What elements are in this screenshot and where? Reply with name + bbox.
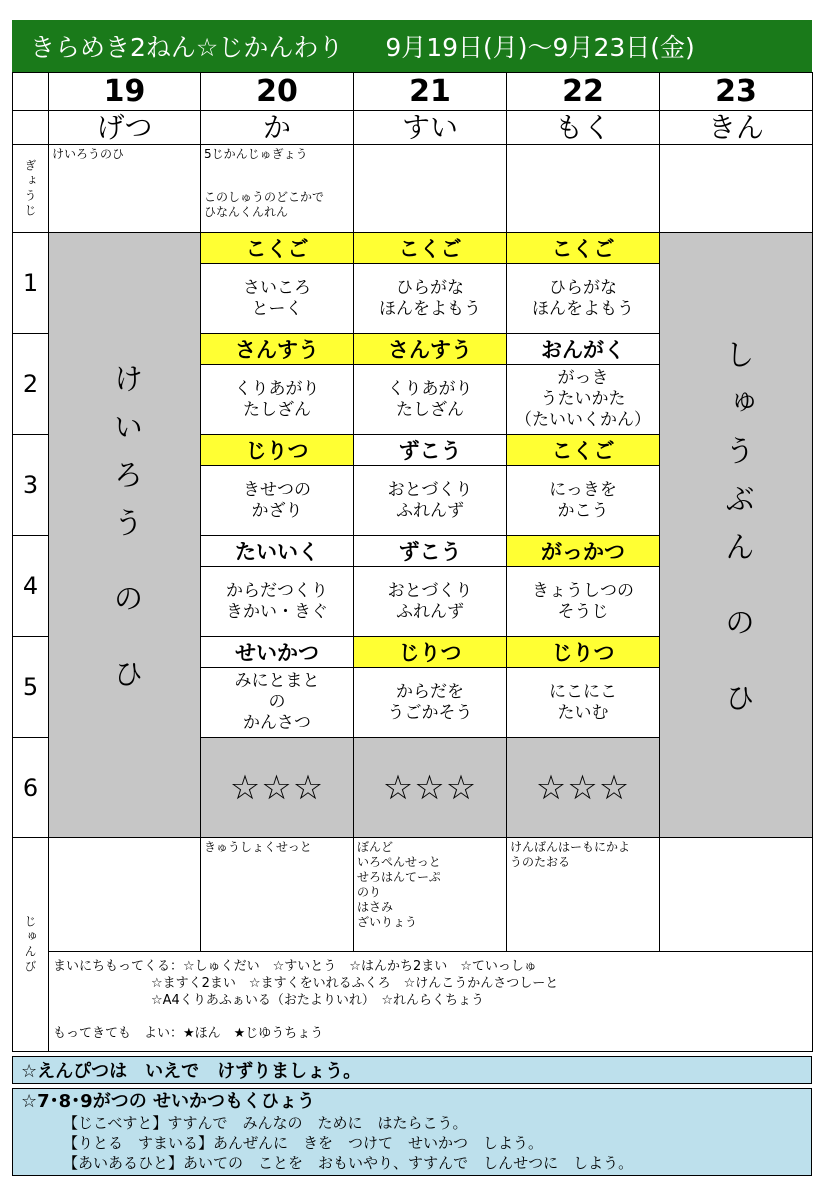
detail-line: みにとまと: [234, 671, 320, 691]
gyouji-wed: [354, 145, 507, 233]
detail-line: かんさつ: [243, 713, 311, 733]
detail-line: くりあがり: [387, 378, 473, 399]
p2-tue-subject: さんすう: [201, 334, 354, 365]
p4-thu-detail: [507, 567, 660, 637]
detail-line: がっき: [557, 368, 609, 388]
p3-thu-detail: [507, 466, 660, 536]
p3-tue-subject: じりつ: [201, 435, 354, 466]
date-tue: 20: [201, 73, 354, 111]
p1-tue-subject: こくご: [201, 233, 354, 264]
date-fri: 23: [660, 73, 813, 111]
detail-line: ほんをよもう: [532, 298, 634, 319]
corner-cell: [13, 111, 49, 145]
period-5: 5: [13, 637, 49, 738]
detail-line: とーく: [251, 298, 303, 319]
weekday-mon: げつ: [49, 111, 201, 145]
p1-tue-detail: [201, 264, 354, 334]
p2-wed-subject: さんすう: [354, 334, 507, 365]
date-row: [13, 73, 813, 111]
p4-wed-subject: ずこう: [354, 536, 507, 567]
p3-tue-detail: [201, 466, 354, 536]
detail-line: ひらがな: [549, 277, 617, 298]
p5-thu-detail: [507, 668, 660, 738]
junbi-text: はさみ: [357, 900, 394, 914]
detail-line: たしざん: [243, 399, 311, 420]
date-mon: 19: [49, 73, 201, 111]
detail-line: にっきを: [549, 479, 617, 500]
detail-line: きせつの: [243, 479, 311, 500]
detail-line: かざり: [251, 500, 303, 521]
p4-tue-subject: たいいく: [201, 536, 354, 567]
holiday-fri: [660, 233, 813, 838]
page-title: きらめき2ねん☆じかんわり: [30, 33, 344, 62]
notes-row: [13, 952, 813, 1052]
detail-line: ふれんず: [396, 601, 464, 622]
p3-wed-subject: ずこう: [354, 435, 507, 466]
detail-line: うたいかた: [540, 389, 626, 409]
notes-line: もってきても よい：★ほん ★じゆうちょう: [53, 1026, 324, 1041]
p3-thu-subject: こくご: [507, 435, 660, 466]
junbi-tue: [201, 838, 354, 952]
date-range: 9月19日(月)～9月23日(金): [385, 33, 695, 62]
p1-wed-detail: [354, 264, 507, 334]
detail-line: （たいいくかん）: [515, 410, 651, 430]
gyouji-fri: [660, 145, 813, 233]
notes-line: まいにちもってくる：☆しゅくだい ☆すいとう ☆はんかち2まい ☆ていっしゅ: [53, 959, 537, 974]
junbi-text: ざいりょう: [357, 915, 418, 929]
holiday-mon: [49, 233, 201, 838]
p3-wed-detail: [354, 466, 507, 536]
daily-items-notes: [49, 952, 813, 1052]
pencil-notice: [12, 1056, 812, 1084]
period-6: 6: [13, 738, 49, 838]
p4-tue-detail: [201, 567, 354, 637]
detail-line: の: [268, 692, 286, 712]
p4-wed-detail: [354, 567, 507, 637]
timetable: [12, 72, 813, 1052]
gyouji-text: 5じかんじゅぎょう: [204, 147, 308, 161]
detail-line: ふれんず: [396, 500, 464, 521]
junbi-text: いろぺんせっと: [357, 855, 441, 869]
period-4: 4: [13, 536, 49, 637]
p5-wed-detail: [354, 668, 507, 738]
period-1-subject-row: [13, 233, 813, 264]
pencil-notice-text: ☆えんぴつは いえで けずりましょう。: [21, 1061, 362, 1082]
junbi-text: のり: [357, 885, 382, 899]
weekday-thu: もく: [507, 111, 660, 145]
period-2: 2: [13, 334, 49, 435]
p1-wed-subject: こくご: [354, 233, 507, 264]
detail-line: にこにこ: [549, 681, 617, 702]
detail-line: きかい・きぐ: [226, 601, 328, 622]
date-wed: 21: [354, 73, 507, 111]
gyouji-text: けいろうのひ: [52, 147, 125, 161]
detail-line: うごかそう: [387, 702, 473, 723]
detail-line: おとづくり: [387, 479, 473, 500]
junbi-wed: [354, 838, 507, 952]
date-thu: 22: [507, 73, 660, 111]
corner-cell: [13, 73, 49, 111]
notes-line: ☆A4くりあふぁいる（おたよりいれ） ☆れんらくちょう: [151, 993, 484, 1008]
junbi-thu: [507, 838, 660, 952]
gyouji-label: ぎょうじ: [23, 158, 37, 219]
detail-line: かこう: [557, 500, 609, 521]
gyouji-label-cell: [13, 145, 49, 233]
junbi-text: けんばんはーもにかよ: [510, 840, 631, 854]
junbi-mon: [49, 838, 201, 952]
junbi-text: きゅうしょくせっと: [204, 840, 312, 854]
weekday-tue: か: [201, 111, 354, 145]
p6-thu-stars: ☆☆☆: [507, 738, 660, 838]
detail-line: くりあがり: [234, 378, 320, 399]
p6-wed-stars: ☆☆☆: [354, 738, 507, 838]
detail-line: そうじ: [557, 601, 609, 622]
period-3: 3: [13, 435, 49, 536]
p6-tue-stars: ☆☆☆: [201, 738, 354, 838]
junbi-fri: [660, 838, 813, 952]
gyouji-mon: [49, 145, 201, 233]
gyouji-row: [13, 145, 813, 233]
p2-tue-detail: [201, 365, 354, 435]
detail-line: さいころ: [243, 277, 311, 298]
junbi-text: うのたおる: [510, 855, 571, 869]
detail-line: たしざん: [396, 399, 464, 420]
p2-wed-detail: [354, 365, 507, 435]
junbi-row: [13, 838, 813, 952]
p1-thu-subject: こくご: [507, 233, 660, 264]
detail-line: ひらがな: [396, 277, 464, 298]
detail-line: おとづくり: [387, 580, 473, 601]
junbi-label: じゅんび: [23, 914, 37, 975]
detail-line: きょうしつの: [532, 580, 634, 601]
gyouji-tue: [201, 145, 354, 233]
weekday-wed: すい: [354, 111, 507, 145]
holiday-mon-text: けいろう の ひ: [107, 363, 143, 707]
life-goal-line: 【りとる すまいる】あんぜんに きを つけて せいかつ しよう。: [63, 1134, 544, 1152]
life-goals-box: [12, 1088, 812, 1176]
junbi-text: ぼんど: [357, 840, 394, 854]
life-goal-line: 【じこべすと】すすんで みんなの ために はたらこう。: [63, 1114, 468, 1132]
gyouji-text: ひなんくんれん: [204, 205, 289, 219]
weekday-row: [13, 111, 813, 145]
life-goal-line: 【あいあるひと】あいての ことを おもいやり、すすんで しんせつに しよう。: [63, 1154, 634, 1172]
detail-line: からだを: [396, 681, 464, 702]
gyouji-thu: [507, 145, 660, 233]
junbi-text: せろはんてーぷ: [357, 870, 441, 884]
p2-thu-subject: おんがく: [507, 334, 660, 365]
page-header: [12, 20, 812, 72]
detail-line: たいむ: [557, 702, 609, 723]
detail-line: ほんをよもう: [379, 298, 481, 319]
p2-thu-detail: [507, 365, 660, 435]
p5-thu-subject: じりつ: [507, 637, 660, 668]
p5-tue-detail: [201, 668, 354, 738]
life-goals-title: ☆7･8･9がつの せいかつもくひょう: [21, 1091, 315, 1112]
detail-line: からだつくり: [226, 580, 328, 601]
notes-line: ☆ますく2まい ☆ますくをいれるふくろ ☆けんこうかんさつしーと: [151, 976, 559, 991]
gyouji-text: このしゅうのどこかで: [204, 190, 325, 204]
period-1: 1: [13, 233, 49, 334]
p1-thu-detail: [507, 264, 660, 334]
weekday-fri: きん: [660, 111, 813, 145]
junbi-label-cell: [13, 838, 49, 1052]
p4-thu-subject: がっかつ: [507, 536, 660, 567]
holiday-fri-text: しゅうぶん の ひ: [719, 339, 754, 731]
p5-tue-subject: せいかつ: [201, 637, 354, 668]
p5-wed-subject: じりつ: [354, 637, 507, 668]
